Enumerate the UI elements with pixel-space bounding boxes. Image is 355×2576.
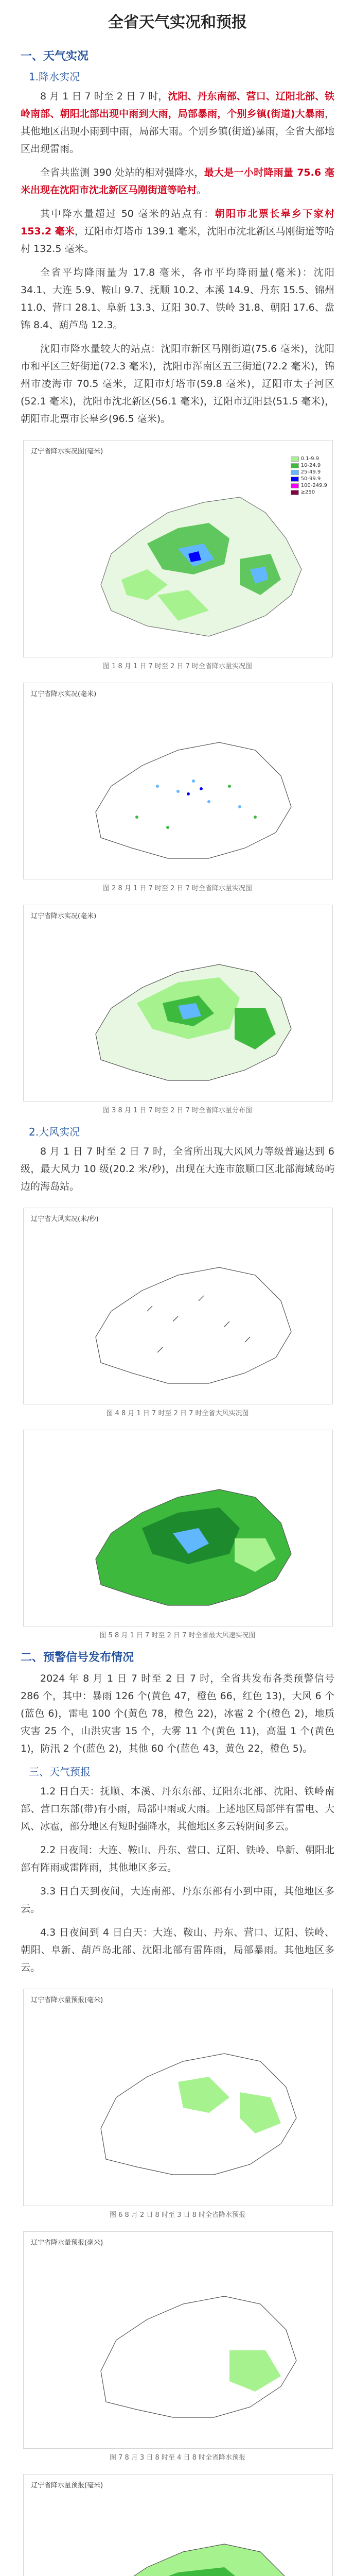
page-title: 全省天气实况和预报: [108, 13, 247, 31]
figure-caption: 图 6 8 月 2 日 8 时至 3 日 8 时全省降水预报: [109, 2211, 246, 2219]
figure-caption: 图 7 8 月 3 日 8 时至 4 日 8 时全省降水预报: [109, 2454, 246, 2462]
province-map: [24, 1989, 332, 2206]
text: 其中降水量超过 50 毫米的站点有：: [40, 208, 215, 219]
section-heading: 一、天气实况: [21, 50, 89, 63]
highlight-text: 最大是一小时降雨量 75.6 毫米出现在沈阳市沈北新区马刚街道等哈村: [21, 167, 334, 196]
subheading-forecast: 三、天气预报: [29, 1766, 91, 1778]
wind-map-1: [23, 1208, 332, 1417]
province-map: [24, 1430, 332, 1626]
forecast-map-1: [23, 1989, 332, 2219]
paragraph: 沈阳市降水量较大的站点：沈阳市新区马刚街道(75.6 毫米)，沈阳市和平区三好街道(72.3 毫米)，沈阳市浑南区五三街道(72.2 毫米)，锦州市凌海市 70.5 毫米，辽阳市灯塔市(59.8 毫米)，辽阳市太子河区(52.1 毫米)，沈阳市沈北新区(56.1 毫米)，辽阳市辽阳县(51.5 毫米)，朝阳市北票市长皋乡(96.5 毫米)。: [21, 343, 334, 425]
paragraph: 2024 年 8 月 1 日 7 时至 2 日 7 时，全省共发布各类预警信号 286 个，其中：暴雨 126 个(黄色 47，橙色 66，红色 13)，大风 6 个(蓝色 6)，雷电 100 个(黄色 78，橙色 22)，冰雹 2 个(橙色 2)，地质灾害 25 个，山洪灾害 15 个，大雾 11 个(黄色 11)，高温 1 个(黄色 1)，防汛 2 个(蓝色 2)，其他 60 个(蓝色 43，黄色 22，橙色 5)。: [21, 1673, 334, 1754]
legend-label: 50-99.9: [300, 476, 321, 482]
map-title: 辽宁省降水实况(毫米): [31, 690, 97, 698]
subheading-wind: 2.大风实况: [29, 1126, 80, 1138]
legend-label: 10-24.9: [300, 463, 321, 468]
section-observation: [0, 47, 355, 428]
map-title: 辽宁省降水实况(毫米): [31, 912, 97, 920]
text: 8 月 1 日 7 时至 2 日 7 时，: [40, 91, 168, 102]
forecast-map-3: [23, 2474, 332, 2576]
map-title: 辽宁省大风实况(米/秒): [31, 1215, 99, 1223]
map-frame: [23, 683, 333, 879]
map-title: 辽宁省降水实况图(毫米): [31, 448, 103, 455]
figure-caption: 图 1 8 月 1 日 7 时至 2 日 7 时全省降水量实况图: [102, 663, 253, 670]
paragraph: 1.2 日白天：抚顺、本溪、丹东东部、辽阳东北部、沈阳、铁岭南部、营口东部(带)有小雨，局部中雨或大雨。上述地区局部伴有雷电、大风、冰雹，部分地区有短时强降水，其他地区多云转阴间多云。: [21, 1786, 334, 1832]
province-map: [24, 2475, 332, 2576]
map-frame: [23, 2474, 333, 2576]
forecast-map-2: [23, 2231, 332, 2462]
wind-map-2: [23, 1430, 332, 1639]
legend-label: ≥250: [300, 489, 315, 495]
rain-map-3: [23, 905, 332, 1114]
text: ，其他地区出现小雨到中雨，局部大雨。个别乡镇(街道)暴雨，全省大部地区出现雷雨。: [21, 108, 334, 155]
paragraph: [21, 88, 334, 158]
map-title: 辽宁省降水量预报(毫米): [31, 2239, 103, 2247]
map-frame: [23, 1989, 333, 2206]
paragraph: [21, 205, 334, 258]
rain-map-2: [23, 683, 332, 892]
text: 。: [197, 184, 207, 196]
figure-caption: 图 3 8 月 1 日 7 时至 2 日 7 时全省降水量分布图: [102, 1107, 253, 1114]
legend: [291, 456, 327, 496]
province-map: [24, 2232, 332, 2448]
paragraph: 4.3 日夜间到 4 日白天：大连、鞍山、丹东、营口、辽阳、铁岭、朝阳、阜新、葫芦岛北部、沈阳北部有雷阵雨，局部暴雨。其他地区多云。: [21, 1927, 334, 1973]
paragraph: [21, 164, 334, 199]
paragraph: 全省平均降雨量为 17.8 毫米，各市平均降雨量(毫米)：沈阳 34.1、大连 5.9、鞍山 9.7、抚顺 10.2、本溪 14.9、丹东 15.5、锦州 11.0、营口 28.1、阜新 13.3、辽阳 30.7、铁岭 31.8、朝阳 17.6、盘锦 8.4、葫芦岛 12.3。: [21, 267, 334, 331]
map-title: 辽宁省降水量预报(毫米): [31, 1996, 103, 2004]
map-frame: [23, 905, 333, 1101]
map-title: 辽宁省降水量预报(毫米): [31, 2482, 103, 2489]
paragraph: 8 月 1 日 7 时至 2 日 7 时，全省所出现大风风力等级普遍达到 6 级，最大风力 10 级(20.2 米/秒)，出现在大连市旅顺口区北部海域岛屿边的海岛站。: [21, 1146, 334, 1192]
rain-map-1: [23, 440, 332, 670]
paragraph: 3.3 日白天到夜间，大连南部、丹东东部有小到中雨，其他地区多云。: [21, 1886, 334, 1914]
figure-caption: 图 2 8 月 1 日 7 时至 2 日 7 时全省降水量实况图: [102, 885, 253, 892]
legend-label: 0.1-9.9: [300, 456, 319, 462]
map-frame: [23, 1208, 333, 1404]
highlight-text: 朝阳市北票长皋乡下家村 153.2 毫米: [21, 208, 334, 237]
text: ，辽阳市灯塔市 139.1 毫米，沈阳市沈北新区马刚街道等哈村 132.5 毫米。: [21, 226, 334, 255]
subheading-rain: 1.降水实况: [29, 71, 80, 83]
map-frame: [23, 2231, 333, 2449]
paragraph: 2.2 日夜间：大连、鞍山、丹东、营口、辽阳、铁岭、阜新、朝阳北部有阵雨或雷阵雨，其他地区多云。: [21, 1844, 334, 1873]
section-heading: 二、预警信号发布情况: [21, 1651, 134, 1664]
section-warnings: [0, 1649, 355, 1976]
legend-label: 100-249.9: [300, 483, 327, 488]
section-wind: [0, 1124, 355, 1195]
province-map: [24, 905, 332, 1101]
text: 全省共监测 390 处站的相对强降水，: [40, 167, 204, 178]
province-map: [24, 683, 332, 879]
province-map: [24, 1208, 332, 1404]
legend-label: 25-49.9: [300, 469, 321, 475]
province-map: [24, 440, 332, 657]
highlight-text: 沈阳、丹东南部、营口、辽阳北部、铁岭南部、朝阳北部出现中雨到大雨，局部暴雨，个别乡镇(街道)大暴雨: [21, 91, 334, 120]
map-frame: [23, 440, 333, 657]
map-frame: [23, 1430, 333, 1626]
figure-caption: 图 4 8 月 1 日 7 时至 2 日 7 时全省大风实况图: [106, 1410, 249, 1417]
figure-caption: 图 5 8 月 1 日 7 时至 2 日 7 时全省最大风速实况图: [99, 1632, 256, 1639]
